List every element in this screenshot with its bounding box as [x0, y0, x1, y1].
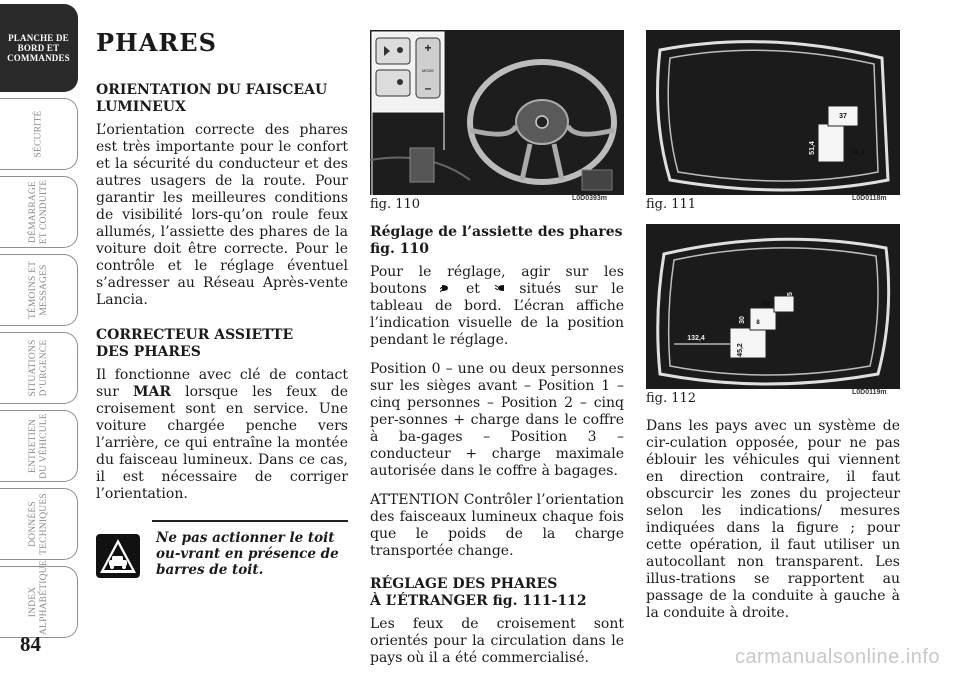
paragraph: Les feux de croisement sont orientés pour la circulation dans le pays où il a été commercialisé.: [370, 616, 624, 666]
page-number: 84: [20, 632, 41, 656]
text-run-bold: MAR: [133, 384, 171, 400]
tab-label: ENTRETIEN DU VÉHICULE: [27, 413, 49, 479]
paragraph: [370, 264, 624, 349]
paragraph: L’orientation correcte des phares est très importante pour le confort et la sécurité du conducteur et des autres usagers de la route. Pour garantir les meilleures conditions de visibilité lors-qu’on roule feux allumés, l’assiette des phares de la voiture doit être correcte. Pour le contrôle et le réglage éventuel s’adresser au Réseau Après-vente Lancia.: [96, 122, 348, 308]
heading-line: CORRECTEUR ASSIETTE: [96, 327, 294, 343]
watermark: carmanualsonline.info: [734, 646, 940, 668]
figure-111-code: L0D0118m: [852, 195, 887, 202]
tab-index[interactable]: [0, 560, 78, 638]
warning-rule: [152, 520, 348, 522]
headlight-up-icon: [494, 282, 506, 294]
fig112-dim-label: 45,2: [737, 343, 744, 357]
figure-110-caption: fig. 110: [370, 197, 421, 212]
figure-112-headlamp: [646, 224, 900, 389]
paragraph: ATTENTION Contrôler l’orientation des faisceaux lumineux chaque fois que le poids de la charge transportée change.: [370, 492, 624, 559]
fig111-dim-label: 51,4: [809, 141, 816, 155]
paragraph: Dans les pays avec un système de cir-culation opposée, pour ne pas éblouir les véhicules qui viennent en direction contraire, il faut obscurcir les zones du projecteur selon les indications/ mesures indiquées dans la figure ; pour cette opération, il faut utiliser un autocollant non transparent. Les illus-trations se rapportent au passage de la conduite à gauche à la conduite à droite.: [646, 418, 900, 621]
tab-situations[interactable]: [0, 332, 78, 404]
paragraph: Position 0 – une ou deux personnes sur les sièges avant – Position 1 – cinq personnes – Position 2 – cinq per-sonnes + charge dans le coffre à ba-gages – Position 3 – conducteur + charge maximale autorisée dans le coffre à bagages.: [370, 361, 624, 479]
heading-line: DES PHARES: [96, 344, 201, 360]
figure-111-headlamp: [646, 30, 900, 195]
tab-demarrage[interactable]: [0, 176, 78, 248]
fig112-dim-label: 30: [739, 316, 746, 324]
column-1: [96, 82, 348, 515]
column-2: [370, 224, 624, 679]
warning-text: Ne pas actionner le toit ou-vrant en présence de barres de toit.: [156, 530, 339, 578]
fig110-mode-label: MODE: [422, 68, 434, 73]
figure-112-code: L0D0119m: [852, 389, 887, 396]
heading-line: LUMINEUX: [96, 99, 186, 115]
text-run: lorsque les feux de croisement sont en service. Une voiture chargée penche vers l’arrière, ce qui entraîne la montée du faisceau lumineux. Dans ce cas, il est nécessaire de corriger l’orientation.: [96, 384, 349, 502]
tab-planche-de-bord[interactable]: [0, 4, 78, 92]
tab-temoins[interactable]: [0, 254, 78, 326]
section-heading: [96, 327, 348, 361]
figure-112-caption: fig. 112: [646, 391, 697, 406]
fig112-dim-label: 8: [756, 320, 760, 326]
figure-111-caption: fig. 111: [646, 197, 697, 212]
fig112-dim-label: 132,4: [687, 335, 705, 342]
tab-label: SITUATIONS D’URGENCE: [27, 339, 49, 397]
fig112-dim-label: 35: [787, 292, 794, 300]
heading-line: Réglage de l’assiette des phares: [370, 224, 623, 240]
tab-label: SÉCURITÉ: [33, 110, 43, 158]
text-run: Il fonctionne avec clé de contact sur: [96, 367, 348, 400]
headlight-down-icon: [440, 282, 452, 294]
fig111-dim-label: 37: [839, 113, 847, 120]
heading-line: ORIENTATION DU FAISCEAU: [96, 82, 328, 98]
text-run: et: [466, 281, 480, 297]
fig110-plus-label: +: [424, 41, 432, 55]
tab-label: DONNÉES TECHNIQUES: [27, 493, 49, 555]
figure-110-dashboard: [370, 30, 624, 195]
paragraph: [96, 367, 348, 503]
tab-label: TÉMOINS ET MESSAGES: [27, 260, 49, 320]
tab-label: PLANCHE DE BORD ET COMMANDES: [7, 33, 70, 63]
page-title: PHARES: [96, 28, 217, 57]
tab-label: INDEX ALPHABÉTIQUE: [27, 560, 49, 635]
section-tabs: [0, 0, 80, 677]
tab-entretien[interactable]: [0, 410, 78, 482]
tab-securite[interactable]: [0, 98, 78, 170]
section-heading: [370, 576, 624, 610]
heading-line: fig. 110: [370, 241, 429, 257]
section-heading: [370, 224, 624, 258]
heading-line: À L’ÉTRANGER fig. 111-112: [370, 593, 587, 609]
fig112-dim-label: 30: [762, 301, 770, 308]
fig110-minus-label: –: [424, 81, 432, 95]
tab-donnees[interactable]: [0, 488, 78, 560]
figure-110-code: L0D0393m: [572, 195, 608, 202]
text-run: situés sur le tableau de bord. L’écran affiche l’indication visuelle de la position pendant le réglage.: [370, 281, 625, 348]
warning-triangle-icon: [96, 534, 140, 578]
fig111-dim-label: 32,4: [851, 149, 865, 156]
section-heading: [96, 82, 348, 116]
tab-label: DÉMARRAGE ET CONDUITE: [27, 179, 49, 245]
text-run: Pour le réglage, agir sur les boutons: [370, 264, 624, 297]
column-3: [646, 418, 900, 634]
heading-line: RÉGLAGE DES PHARES: [370, 576, 558, 592]
